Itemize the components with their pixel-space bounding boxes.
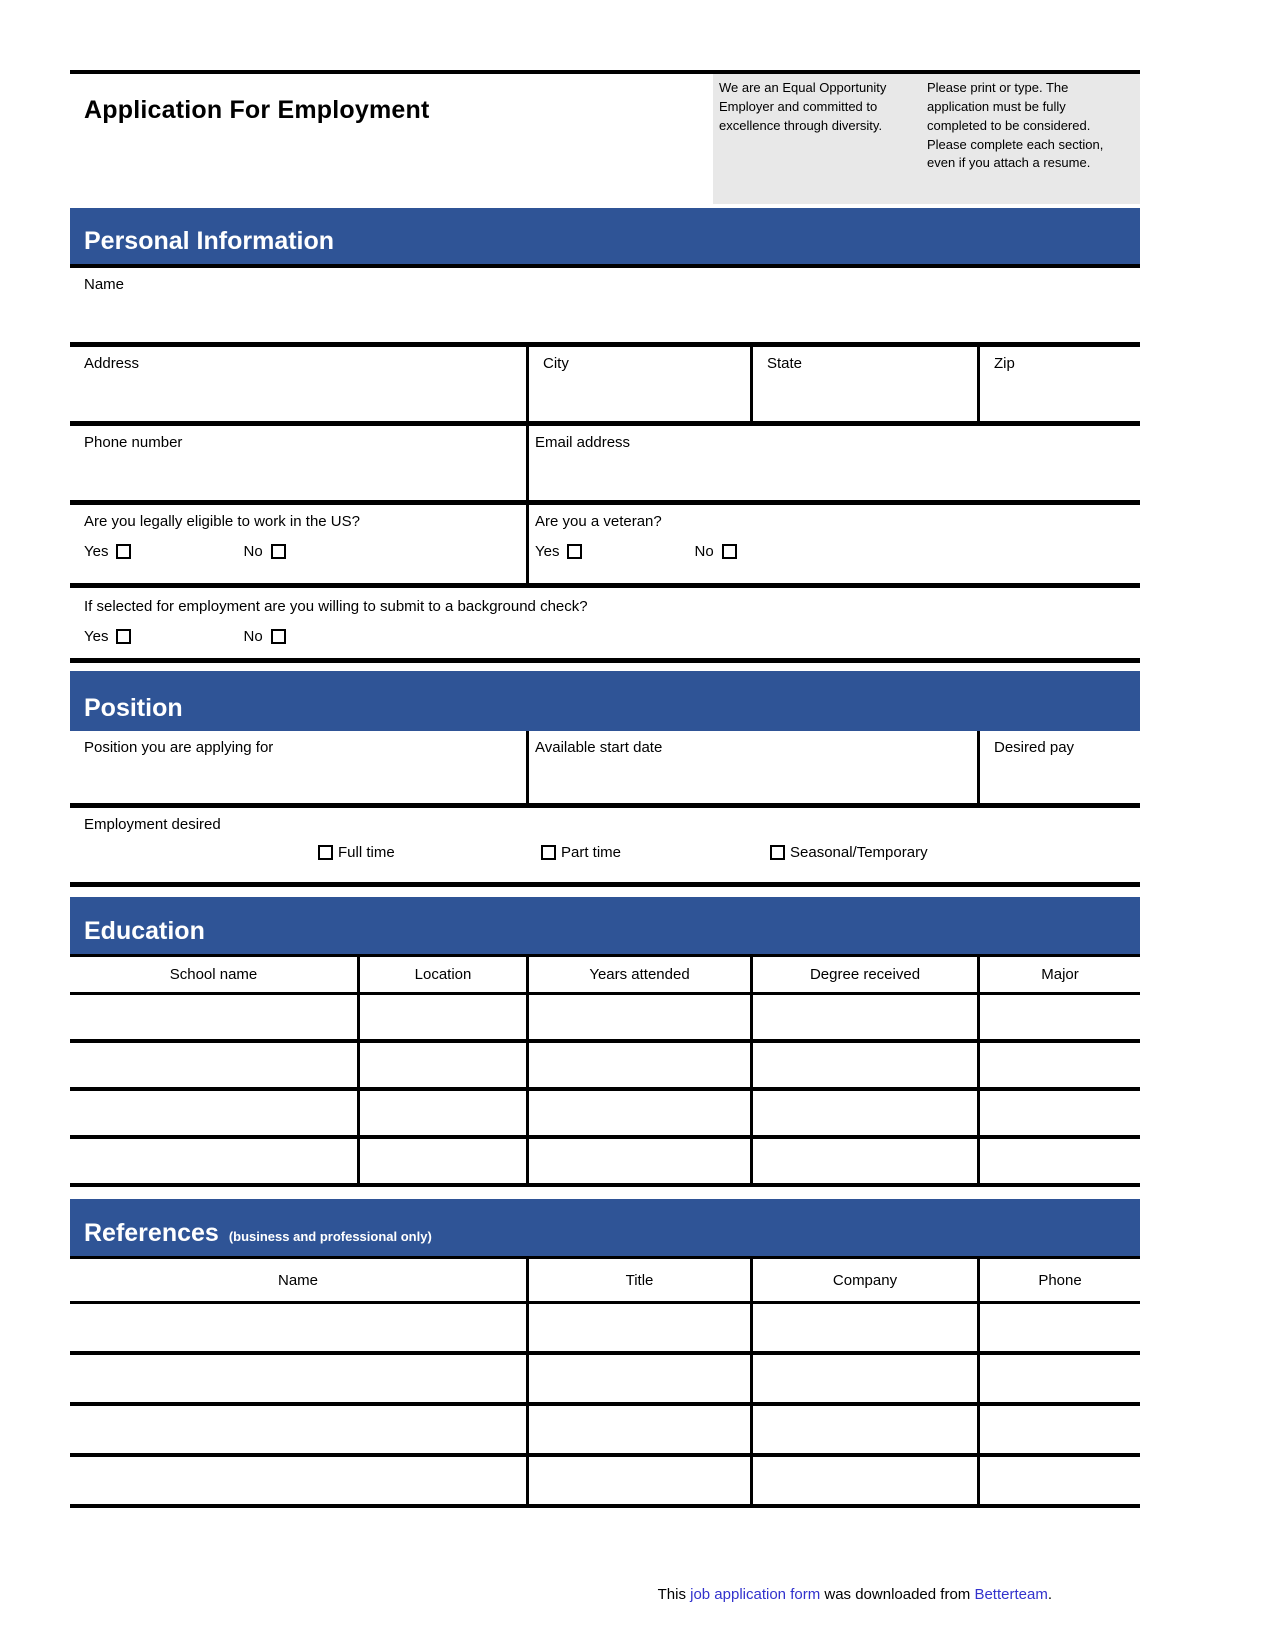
footer-text: . [1047, 1586, 1052, 1603]
job-application-form-link[interactable]: job application form [690, 1586, 821, 1603]
zip-field[interactable] [977, 347, 1140, 421]
email-label: Email address [535, 434, 631, 451]
footer-text: This [657, 1586, 691, 1603]
background-check-row [70, 588, 1140, 663]
veteran-question-cell [526, 505, 1140, 583]
phone-label: Phone number [84, 434, 183, 451]
position-applying-label: Position you are applying for [84, 739, 274, 756]
part-time-checkbox[interactable] [541, 845, 556, 860]
education-cell[interactable] [977, 1091, 1140, 1135]
education-cell[interactable] [526, 1043, 750, 1087]
name-field[interactable] [70, 268, 1140, 347]
position-row [70, 731, 1140, 808]
education-cell[interactable] [750, 1091, 977, 1135]
reference-cell[interactable] [750, 1355, 977, 1402]
reference-cell[interactable] [977, 1304, 1140, 1351]
reference-cell[interactable] [750, 1457, 977, 1504]
employment-desired-row [70, 808, 1140, 887]
eligible-question-cell [70, 505, 526, 583]
no-label: No [243, 628, 263, 645]
employment-desired-label: Employment desired [84, 816, 221, 833]
column-header: Years attended [526, 957, 750, 992]
start-date-label: Available start date [535, 739, 663, 756]
reference-cell[interactable] [977, 1406, 1140, 1453]
footer-text: was downloaded from [820, 1586, 975, 1603]
seasonal-option [770, 844, 928, 861]
form-content [70, 70, 1140, 1508]
yes-label: Yes [84, 543, 109, 560]
education-cell[interactable] [750, 1139, 977, 1183]
veteran-yes-checkbox[interactable] [567, 544, 582, 559]
section-title: References [84, 1219, 219, 1247]
desired-pay-label: Desired pay [994, 739, 1075, 756]
veteran-question: Are you a veteran? [535, 513, 662, 530]
desired-pay-field[interactable] [977, 731, 1140, 803]
education-cell[interactable] [70, 1043, 357, 1087]
address-row [70, 347, 1140, 426]
column-header: Phone [977, 1259, 1140, 1301]
section-title: Personal Information [84, 227, 335, 255]
education-cell[interactable] [526, 1091, 750, 1135]
references-table-row [70, 1406, 1140, 1457]
section-header-references [70, 1199, 1140, 1259]
education-cell[interactable] [70, 1139, 357, 1183]
betterteam-link[interactable]: Betterteam [974, 1586, 1048, 1603]
yes-label: Yes [84, 628, 109, 645]
employment-options [70, 844, 1140, 874]
seasonal-checkbox[interactable] [770, 845, 785, 860]
full-time-option [318, 844, 395, 861]
column-header: Major [977, 957, 1140, 992]
education-cell[interactable] [977, 995, 1140, 1039]
city-label: City [543, 355, 569, 372]
phone-field[interactable] [70, 426, 526, 500]
education-table-row [70, 995, 1140, 1043]
state-field[interactable] [750, 347, 977, 421]
reference-cell[interactable] [526, 1355, 750, 1402]
section-title: Position [84, 694, 183, 722]
education-cell[interactable] [977, 1043, 1140, 1087]
title-area [70, 74, 713, 208]
notes-box [713, 74, 1140, 204]
column-header: Company [750, 1259, 977, 1301]
background-yes-no [84, 628, 1134, 645]
full-time-checkbox[interactable] [318, 845, 333, 860]
education-cell[interactable] [750, 995, 977, 1039]
background-question: If selected for employment are you willing to submit to a background check? [84, 598, 588, 615]
column-header: Title [526, 1259, 750, 1301]
reference-cell[interactable] [977, 1457, 1140, 1504]
seasonal-label: Seasonal/Temporary [790, 844, 928, 861]
phone-email-row [70, 426, 1140, 505]
education-cell[interactable] [70, 1091, 357, 1135]
reference-cell[interactable] [750, 1304, 977, 1351]
email-field[interactable] [526, 426, 1140, 500]
eligibility-row [70, 505, 1140, 588]
references-table-row [70, 1457, 1140, 1508]
education-table-row [70, 1091, 1140, 1139]
references-table-header [70, 1259, 1140, 1304]
column-header: Degree received [750, 957, 977, 992]
reference-cell[interactable] [70, 1406, 526, 1453]
yes-label: Yes [535, 543, 560, 560]
education-cell[interactable] [357, 995, 526, 1039]
eligible-question: Are you legally eligible to work in the US? [84, 513, 360, 530]
background-yes-checkbox[interactable] [116, 629, 131, 644]
address-label: Address [84, 355, 140, 372]
eligible-yes-checkbox[interactable] [116, 544, 131, 559]
eligible-no-checkbox[interactable] [271, 544, 286, 559]
name-label: Name [84, 276, 125, 293]
section-header-education [70, 897, 1140, 957]
education-table-header [70, 957, 1140, 995]
education-cell[interactable] [357, 1043, 526, 1087]
education-table-row [70, 1043, 1140, 1091]
veteran-no-checkbox[interactable] [722, 544, 737, 559]
section-header-position [70, 671, 1140, 731]
part-time-option [541, 844, 621, 861]
section-header-personal-information [70, 208, 1140, 268]
page-title: Application For Employment [84, 96, 430, 124]
column-header: School name [169, 966, 258, 983]
reference-cell[interactable] [70, 1355, 526, 1402]
footer-attribution [70, 1586, 1140, 1603]
form-header [70, 74, 1140, 208]
city-field[interactable] [526, 347, 750, 421]
column-header: Location [357, 957, 526, 992]
full-time-label: Full time [338, 844, 395, 861]
education-cell[interactable] [526, 995, 750, 1039]
part-time-label: Part time [561, 844, 622, 861]
education-cell[interactable] [70, 995, 357, 1039]
veteran-yes-no [535, 543, 1134, 560]
state-label: State [767, 355, 803, 372]
reference-cell[interactable] [70, 1304, 526, 1351]
education-table-row [70, 1139, 1140, 1187]
reference-cell[interactable] [977, 1355, 1140, 1402]
background-no-checkbox[interactable] [271, 629, 286, 644]
education-cell[interactable] [357, 1139, 526, 1183]
no-label: No [243, 543, 263, 560]
start-date-field[interactable] [526, 731, 977, 803]
reference-cell[interactable] [526, 1304, 750, 1351]
position-applying-field[interactable] [70, 731, 526, 803]
section-title: Education [84, 917, 205, 945]
eeo-note: We are an Equal Opportunity Employer and committed to excellence through diversity. [719, 80, 887, 133]
reference-cell[interactable] [526, 1406, 750, 1453]
zip-label: Zip [994, 355, 1015, 372]
eligible-yes-no [84, 543, 520, 560]
section-subtitle: (business and professional only) [228, 1229, 432, 1244]
address-field[interactable] [70, 347, 526, 421]
reference-cell[interactable] [750, 1406, 977, 1453]
education-cell[interactable] [357, 1091, 526, 1135]
references-table-row [70, 1355, 1140, 1406]
print-note: Please print or type. The application must be fully completed to be considered. Please complete each section, even if you attach a resume. [927, 80, 1104, 171]
column-header: Name [277, 1271, 318, 1289]
education-cell[interactable] [526, 1139, 750, 1183]
reference-cell[interactable] [526, 1457, 750, 1504]
no-label: No [694, 543, 714, 560]
education-cell[interactable] [750, 1043, 977, 1087]
references-table-row [70, 1304, 1140, 1355]
reference-cell[interactable] [70, 1457, 526, 1504]
education-cell[interactable] [977, 1139, 1140, 1183]
